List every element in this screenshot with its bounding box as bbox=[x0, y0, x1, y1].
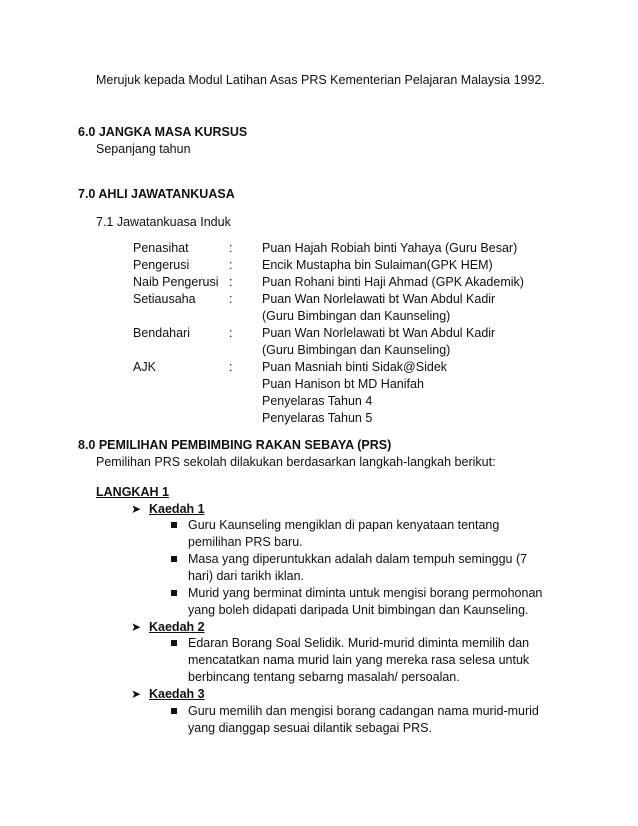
square-bullet-icon bbox=[171, 708, 177, 714]
committee-colon: : bbox=[229, 258, 233, 272]
kaedah-1-bullet-3: Murid yang berminat diminta untuk mengisi borang permohonan bbox=[188, 586, 543, 600]
arrow-bullet-icon: ➤ bbox=[131, 687, 142, 701]
arrow-bullet-icon: ➤ bbox=[131, 502, 142, 516]
section-7-heading: 7.0 AHLI JAWATANKUASA bbox=[78, 187, 235, 201]
kaedah-1-title: Kaedah 1 bbox=[149, 502, 205, 516]
committee-value-cont: Penyelaras Tahun 4 bbox=[262, 394, 373, 408]
langkah-heading: LANGKAH 1 bbox=[96, 485, 169, 499]
committee-value-cont: (Guru Bimbingan dan Kaunseling) bbox=[262, 343, 451, 357]
square-bullet-icon bbox=[171, 522, 177, 528]
committee-value-cont: Puan Hanison bt MD Hanifah bbox=[262, 377, 424, 391]
kaedah-1-bullet-3-cont: yang boleh didapati daripada Unit bimbingan dan Kaunseling. bbox=[188, 603, 529, 617]
kaedah-1-bullet-2-cont: hari) dari tarikh iklan. bbox=[188, 569, 305, 583]
square-bullet-icon bbox=[171, 640, 177, 646]
committee-role: Bendahari bbox=[133, 326, 190, 340]
committee-colon: : bbox=[229, 275, 233, 289]
kaedah-3-title: Kaedah 3 bbox=[149, 687, 205, 701]
committee-value: Puan Wan Norlelawati bt Wan Abdul Kadir bbox=[262, 326, 496, 340]
section-6-heading: 6.0 JANGKA MASA KURSUS bbox=[78, 125, 248, 139]
kaedah-3-bullet-1: Guru memilih dan mengisi borang cadangan nama murid-murid bbox=[188, 704, 539, 718]
kaedah-2-bullet-1-cont: mencatatkan nama murid lain yang mereka rasa selesa untuk bbox=[188, 653, 530, 667]
committee-colon: : bbox=[229, 241, 233, 255]
committee-role: Pengerusi bbox=[133, 258, 190, 272]
kaedah-1-bullet-1: Guru Kaunseling mengiklan di papan kenyataan tentang bbox=[188, 518, 500, 532]
section-8-heading: 8.0 PEMILIHAN PEMBIMBING RAKAN SEBAYA (PRS) bbox=[78, 438, 392, 452]
committee-value-cont: (Guru Bimbingan dan Kaunseling) bbox=[262, 309, 451, 323]
committee-colon: : bbox=[229, 360, 233, 374]
committee-role: Setiausaha bbox=[133, 292, 196, 306]
committee-value: Encik Mustapha bin Sulaiman(GPK HEM) bbox=[262, 258, 493, 272]
arrow-bullet-icon: ➤ bbox=[131, 620, 142, 634]
section-7-subheading: 7.1 Jawatankuasa Induk bbox=[96, 215, 231, 229]
section-8-text: Pemilihan PRS sekolah dilakukan berdasarkan langkah-langkah berikut: bbox=[96, 455, 496, 469]
section-6-text: Sepanjang tahun bbox=[96, 142, 191, 156]
kaedah-1-bullet-2: Masa yang diperuntukkan adalah dalam tempuh seminggu (7 bbox=[188, 552, 528, 566]
kaedah-2-bullet-1: Edaran Borang Soal Selidik. Murid-murid diminta memilih dan bbox=[188, 636, 530, 650]
square-bullet-icon bbox=[171, 556, 177, 562]
committee-colon: : bbox=[229, 292, 233, 306]
committee-colon: : bbox=[229, 326, 233, 340]
committee-role: Penasihat bbox=[133, 241, 189, 255]
committee-role: Naib Pengerusi bbox=[133, 275, 219, 289]
square-bullet-icon bbox=[171, 590, 177, 596]
intro-text: Merujuk kepada Modul Latihan Asas PRS Kementerian Pelajaran Malaysia 1992. bbox=[96, 73, 545, 87]
kaedah-2-title: Kaedah 2 bbox=[149, 620, 205, 634]
committee-value: Puan Masniah binti Sidak@Sidek bbox=[262, 360, 448, 374]
committee-value: Puan Hajah Robiah binti Yahaya (Guru Besar) bbox=[262, 241, 518, 255]
kaedah-2-bullet-1-cont: berbincang tentang sebarng masalah/ persoalan. bbox=[188, 670, 460, 684]
committee-value-cont: Penyelaras Tahun 5 bbox=[262, 411, 373, 425]
committee-value: Puan Wan Norlelawati bt Wan Abdul Kadir bbox=[262, 292, 496, 306]
kaedah-1-bullet-1-cont: pemilihan PRS baru. bbox=[188, 535, 303, 549]
committee-value: Puan Rohani binti Haji Ahmad (GPK Akademik) bbox=[262, 275, 524, 289]
committee-role: AJK bbox=[133, 360, 156, 374]
kaedah-3-bullet-1-cont: yang dianggap sesuai dilantik sebagai PRS. bbox=[188, 721, 432, 735]
